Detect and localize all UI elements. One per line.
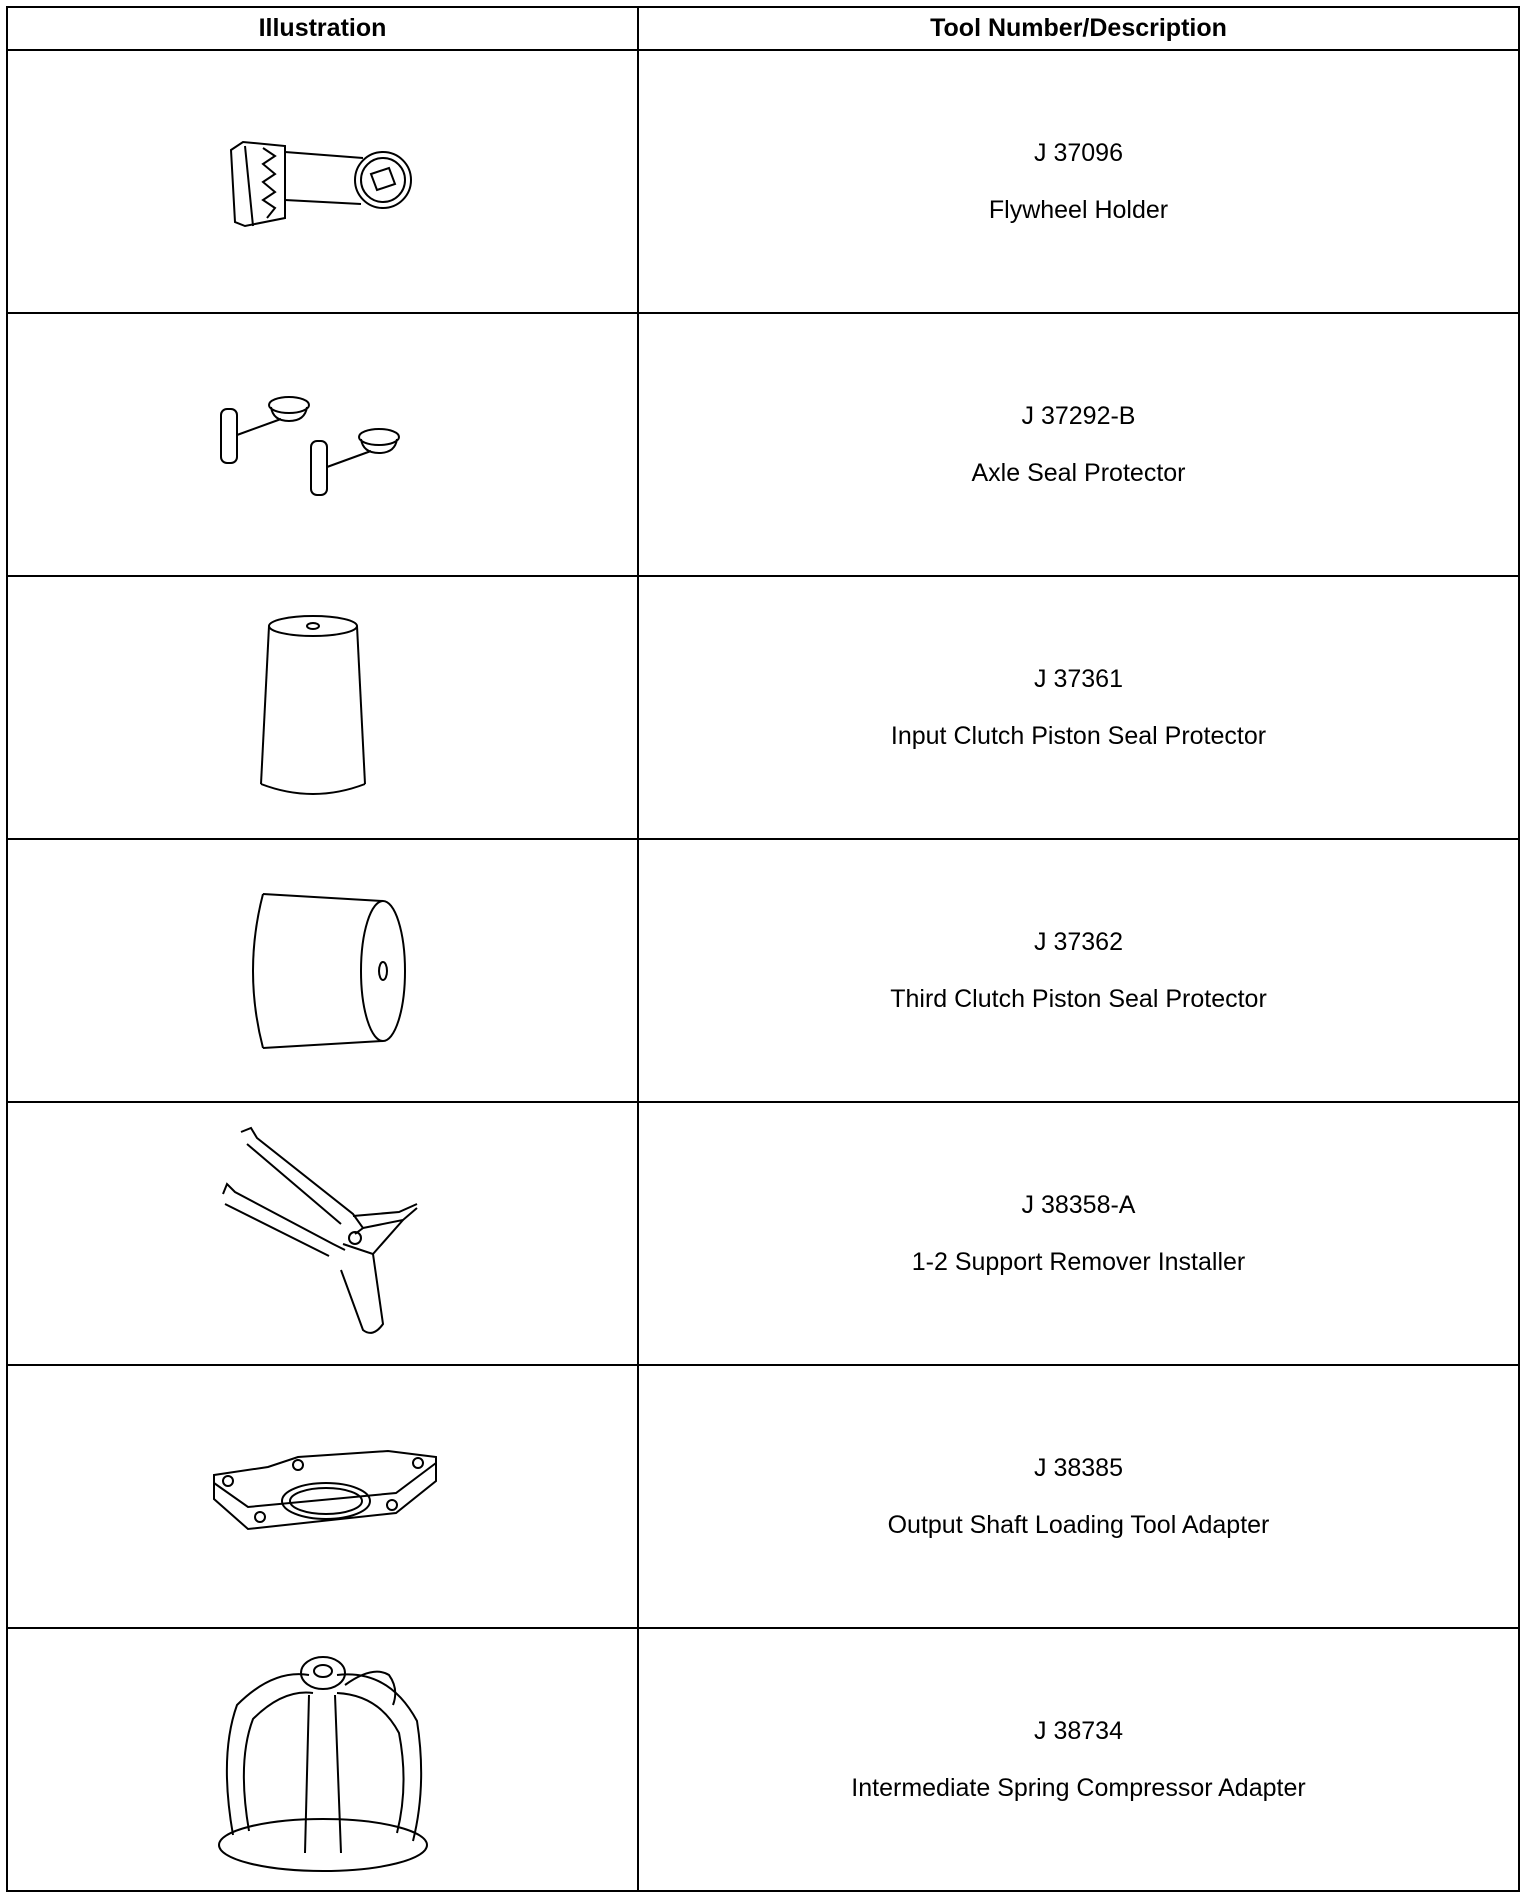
illustration-cell [7,1102,638,1365]
spring-compressor-adapter-icon [213,1645,433,1875]
flywheel-holder-icon [223,122,423,242]
tool-description-cell [638,1628,1519,1891]
tool-number: J 38734 [1034,1716,1123,1745]
illustration-column-header: Illustration [7,7,638,50]
illustration-cell [7,1365,638,1628]
table-row [7,50,1519,313]
support-remover-installer-icon [213,1124,433,1344]
tool-name: Output Shaft Loading Tool Adapter [887,1510,1270,1539]
table-row [7,1102,1519,1365]
table-row [7,1365,1519,1628]
table-row [7,313,1519,576]
tool-number: J 37361 [1034,664,1123,693]
tool-description-cell [638,313,1519,576]
tool-number: J 37292-B [1021,401,1136,430]
tool-description-cell [638,839,1519,1102]
tool-name: Input Clutch Piston Seal Protector [890,721,1267,750]
tool-number: J 37096 [1034,138,1123,167]
tool-description-cell [638,1102,1519,1365]
illustration-cell [7,576,638,839]
table-row [7,839,1519,1102]
tool-name: 1-2 Support Remover Installer [911,1247,1246,1276]
output-shaft-adapter-icon [208,1447,438,1547]
input-clutch-seal-protector-icon [253,608,393,808]
illustration-cell [7,1628,638,1891]
tool-name: Intermediate Spring Compressor Adapter [851,1773,1306,1802]
tool-description-cell [638,50,1519,313]
tool-description-cell [638,1365,1519,1628]
illustration-cell [7,50,638,313]
tool-name: Third Clutch Piston Seal Protector [890,984,1267,1013]
tool-number: J 38358-A [1021,1190,1136,1219]
tool-name: Axle Seal Protector [971,458,1186,487]
table-row [7,1628,1519,1891]
illustration-cell [7,313,638,576]
special-tools-table [6,6,1520,1892]
tool-name: Flywheel Holder [988,195,1169,224]
table-row [7,576,1519,839]
tool-number: J 38385 [1034,1453,1123,1482]
tool-number: J 37362 [1034,927,1123,956]
third-clutch-seal-protector-icon [233,886,413,1056]
tool-description-cell [638,576,1519,839]
table-header-row [7,7,1519,50]
illustration-cell [7,839,638,1102]
axle-seal-protector-icon [213,385,433,505]
tool-column-header: Tool Number/Description [638,7,1519,50]
